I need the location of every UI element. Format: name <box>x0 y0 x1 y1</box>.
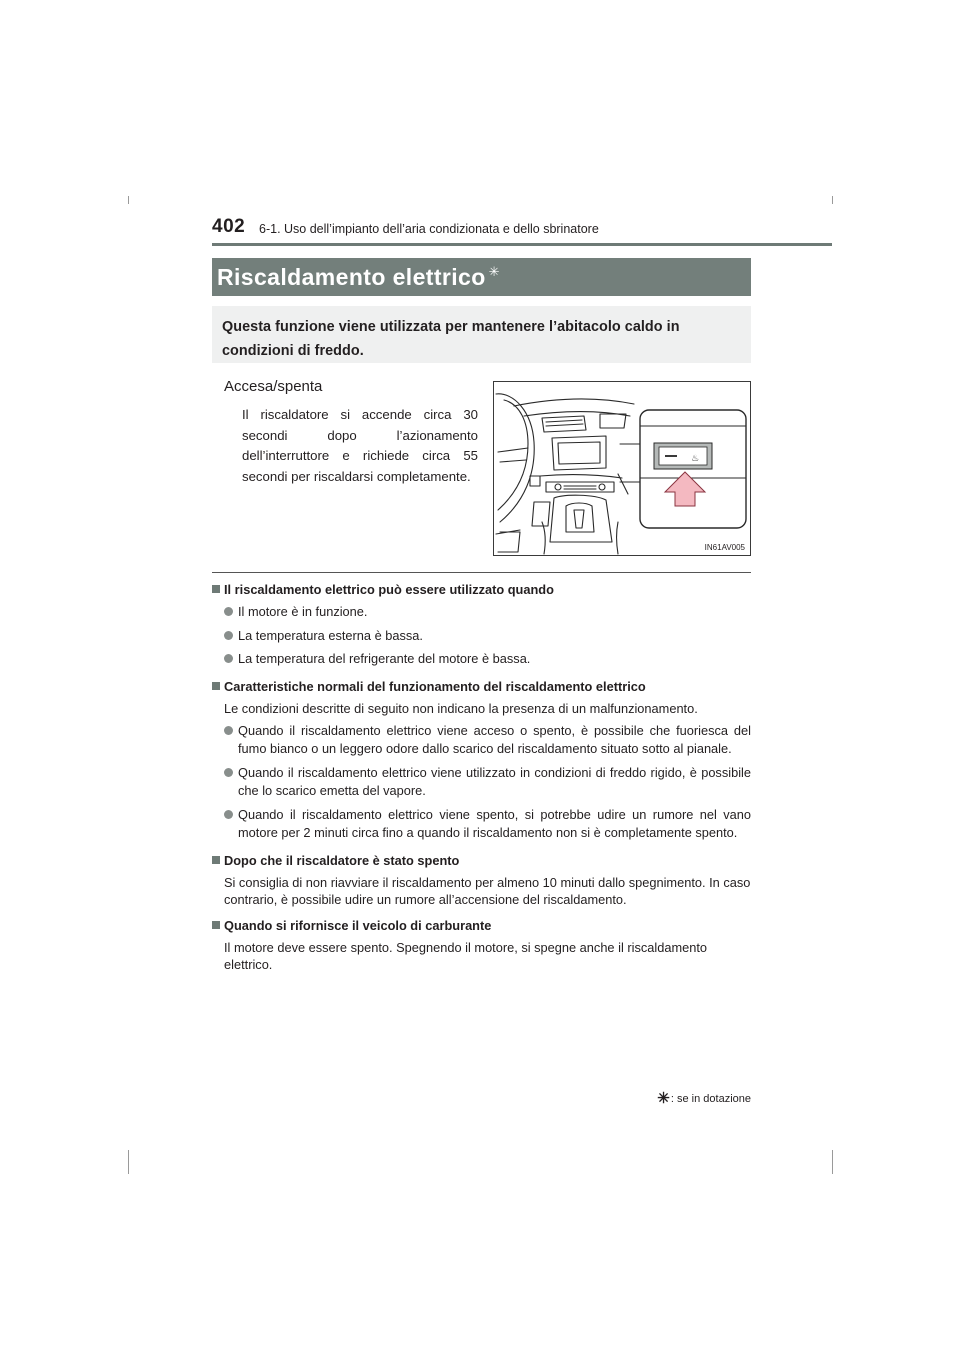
square-bullet-icon <box>212 921 220 929</box>
list-item: Quando il riscaldamento elettrico viene utilizzato in condizioni di freddo rigido, è possibile che lo scarico emetta del vapore. <box>212 764 751 801</box>
note-text: Il motore deve essere spento. Spegnendo il motore, si spegne anche il riscaldamento elettrico. <box>224 939 708 972</box>
round-bullet-icon <box>224 726 233 735</box>
dashboard-illustration <box>493 381 751 556</box>
optional-star-icon: ✳ <box>488 264 500 279</box>
round-bullet-icon <box>224 607 233 616</box>
crop-mark <box>128 1150 129 1174</box>
list-item: Il motore è in funzione. <box>212 603 751 622</box>
intro-box <box>212 306 751 363</box>
page-number: 402 <box>212 216 246 237</box>
operation-label: Accesa/spenta <box>224 378 323 395</box>
divider <box>212 572 751 573</box>
note-text: Le condizioni descritte di seguito non indicano la presenza di un malfunzionamento. <box>224 700 698 716</box>
round-bullet-icon <box>224 631 233 640</box>
section-title: 6-1. Uso dell’impianto dell’aria condizionata e dello sbrinatore <box>259 222 599 236</box>
note-heading: Caratteristiche normali del funzionamento del riscaldamento elettrico <box>212 678 751 695</box>
round-bullet-icon <box>224 810 233 819</box>
list-item: La temperatura del refrigerante del motore è bassa. <box>212 650 751 669</box>
square-bullet-icon <box>212 585 220 593</box>
square-bullet-icon <box>212 682 220 690</box>
illustration-code: IN61AV005 <box>704 543 745 552</box>
list-item: La temperatura esterna è bassa. <box>212 627 751 646</box>
list-item: Quando il riscaldamento elettrico viene acceso o spento, è possibile che fuoriesca del fumo bianco o un leggero odore dallo scarico del riscaldamento situato sotto al pianale. <box>212 722 751 759</box>
crop-mark <box>832 196 833 204</box>
optional-star-icon: ✳ <box>657 1090 670 1107</box>
dashboard-drawing <box>494 382 751 556</box>
page-title: Riscaldamento elettrico <box>217 264 486 290</box>
operation-description: Il riscaldatore si accende circa 30 secondi dopo l’azionamento dell’interruttore e richiede circa 55 secondi per riscaldarsi completamente. <box>242 407 478 484</box>
footnote <box>657 1089 751 1107</box>
note-heading: Dopo che il riscaldatore è stato spento <box>212 852 751 869</box>
notes-section <box>212 581 751 973</box>
square-bullet-icon <box>212 856 220 864</box>
intro-text: Questa funzione viene utilizzata per mantenere l’abitacolo caldo in condizioni di freddo. <box>222 319 680 359</box>
page-title-bar <box>212 258 751 296</box>
note-heading: Quando si rifornisce il veicolo di carburante <box>212 917 751 934</box>
crop-mark <box>128 196 129 204</box>
svg-text:♨: ♨ <box>691 454 700 464</box>
round-bullet-icon <box>224 654 233 663</box>
header-rule <box>212 243 832 246</box>
round-bullet-icon <box>224 768 233 777</box>
crop-mark <box>832 1150 833 1174</box>
footnote-text: : se in dotazione <box>670 1093 751 1105</box>
note-heading: Il riscaldamento elettrico può essere utilizzato quando <box>212 581 751 598</box>
list-item: Quando il riscaldamento elettrico viene spento, si potrebbe udire un rumore nel vano motore per 2 minuti circa fino a quando il riscaldamento non si è completamente spento. <box>212 806 751 843</box>
note-text: Si consiglia di non riavviare il riscaldamento per almeno 10 minuti dallo spegnimento. In caso contrario, è possibile udire un rumore all’accensione del riscaldamento. <box>224 874 751 907</box>
